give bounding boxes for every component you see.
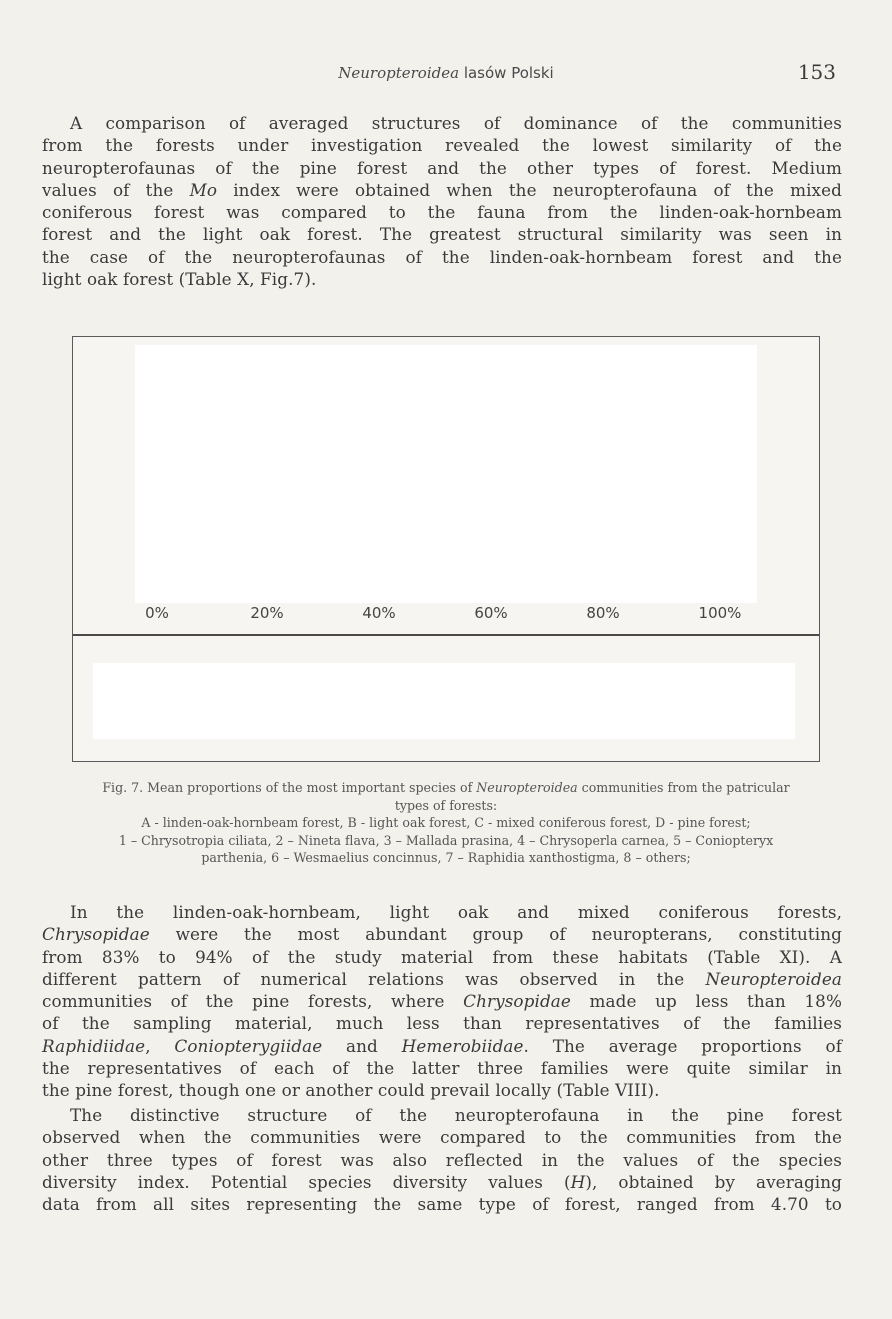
- text-run: . The average proportions of: [523, 1035, 842, 1056]
- x-tick-label: 0%: [145, 604, 169, 622]
- text-line: The distinctive structure of the neuropterofauna in the pine forest: [70, 1105, 842, 1125]
- x-tick-label: 100%: [698, 604, 742, 622]
- taxon-term: Coniopterygiidae: [174, 1035, 323, 1056]
- text-run: values of the: [42, 179, 190, 200]
- page-number: 153: [797, 60, 836, 84]
- caption-taxon: Neuropteroidea: [476, 780, 578, 795]
- text-line: In the linden-oak-hornbeam, light oak and mixed coniferous forests,: [70, 902, 842, 922]
- text-run: ,: [145, 1035, 175, 1056]
- taxon-term: Neuropteroidea: [705, 968, 842, 989]
- text-line: [42, 1171, 842, 1193]
- text-line: of the sampling material, much less than representatives of the families: [42, 1013, 842, 1034]
- h-symbol: H: [570, 1171, 586, 1192]
- figure-caption: [40, 779, 852, 867]
- text-run: index were obtained when the neuropterofauna of the mixed: [217, 179, 842, 200]
- text-line: observed when the communities were compared to the communities from the: [42, 1127, 842, 1148]
- text-line: the representatives of each of the latter three families were quite similar in: [42, 1058, 842, 1079]
- text-line: [42, 179, 842, 201]
- text-line: the pine forest, though one or another could prevail locally (Table VIII).: [42, 1080, 660, 1101]
- text-run: different pattern of numerical relations was observed in the: [42, 968, 706, 989]
- taxon-term: Raphidiidae: [42, 1035, 146, 1056]
- x-tick-label: 40%: [362, 604, 396, 622]
- running-head: [0, 64, 892, 82]
- figure-7: [72, 336, 820, 762]
- text-line: [42, 923, 842, 945]
- text-run: communities of the pine forests, where: [42, 991, 464, 1012]
- text-line: forest and the light oak forest. The greatest structural similarity was seen in: [42, 224, 842, 245]
- caption-line: A - linden-oak-hornbeam forest, B - light oak forest, C - mixed coniferous forest, D - pine forest;: [141, 815, 751, 830]
- x-tick-label: 60%: [474, 604, 508, 622]
- text-run: ), obtained by averaging: [585, 1171, 842, 1192]
- paragraph-diversity: [42, 1104, 842, 1215]
- x-tick-label: 80%: [586, 604, 620, 622]
- mo-index-term: Mo: [189, 179, 218, 200]
- text-run: communities from the patricular: [577, 780, 790, 795]
- text-line: [42, 968, 842, 990]
- text-line: light oak forest (Table X, Fig.7).: [42, 269, 317, 290]
- taxon-term: Chrysopidae: [463, 991, 571, 1012]
- text-line: [42, 1035, 842, 1057]
- running-head-journal: Neuropteroidea: [338, 64, 460, 82]
- paragraph-chrysopidae: [42, 901, 842, 1102]
- text-line: data from all sites representing the same type of forest, ranged from 4.70 to: [42, 1194, 842, 1215]
- text-run: diversity index. Potential species diversity values (: [42, 1171, 571, 1192]
- running-head-title: lasów Polski: [459, 64, 554, 82]
- text-run: made up less than 18%: [570, 991, 842, 1012]
- text-line: neuropterofaunas of the pine forest and the other types of forest. Medium: [42, 157, 842, 178]
- text-line: from the forests under investigation revealed the lowest similarity of the: [42, 135, 842, 156]
- x-tick-label: 20%: [250, 604, 284, 622]
- caption-line: parthenia, 6 – Wesmaelius concinnus, 7 – Raphidia xanthostigma, 8 – others;: [201, 850, 691, 865]
- caption-line: types of forests:: [394, 797, 498, 813]
- caption-line: [40, 779, 852, 797]
- figure-legend-area: [93, 663, 795, 739]
- text-line: other three types of forest was also reflected in the values of the species: [42, 1149, 842, 1170]
- taxon-term: Chrysopidae: [42, 924, 150, 945]
- text-line: coniferous forest was compared to the fauna from the linden-oak-hornbeam: [42, 202, 842, 223]
- paragraph-comparison: [42, 112, 842, 290]
- text-run: were the most abundant group of neuropterans, constituting: [149, 924, 842, 945]
- figure-plot-area: [135, 345, 757, 603]
- text-line: from 83% to 94% of the study material from these habitats (Table XI). A: [42, 946, 842, 967]
- caption-line: 1 – Chrysotropia ciliata, 2 – Nineta flava, 3 – Mallada prasina, 4 – Chrysoperla carnea, 5 – Coniopteryx: [118, 832, 774, 848]
- text-line: A comparison of averaged structures of dominance of the communities: [70, 113, 842, 133]
- text-run: Fig. 7. Mean proportions of the most important species of: [102, 780, 477, 795]
- figure-divider: [73, 634, 819, 636]
- text-line: the case of the neuropterofaunas of the linden-oak-hornbeam forest and the: [42, 246, 842, 267]
- taxon-term: Hemerobiidae: [401, 1035, 524, 1056]
- text-run: and: [322, 1035, 402, 1056]
- text-line: [42, 990, 842, 1012]
